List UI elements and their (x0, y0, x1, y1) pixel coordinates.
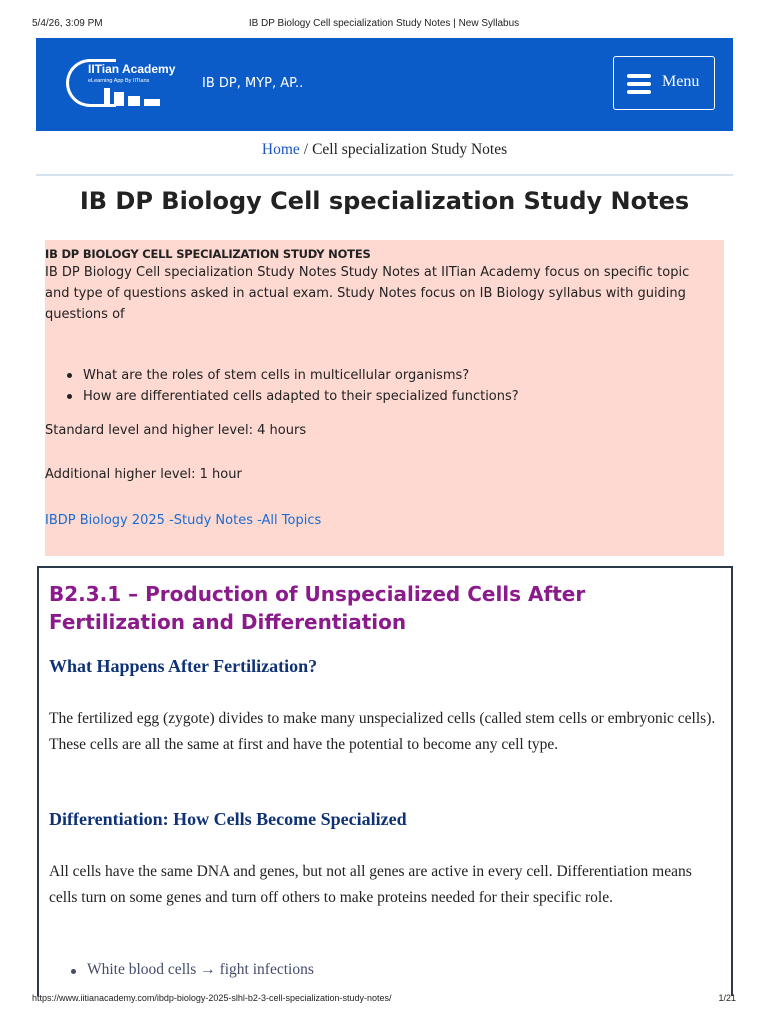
menu-label: Menu (662, 73, 700, 90)
site-tagline[interactable]: IB DP, MYP, AP.. (202, 76, 304, 91)
content-section (37, 566, 733, 996)
print-url: https://www.iitianacademy.com/ibdp-biology-2025-slhl-b2-3-cell-specialization-study-notes/ (32, 993, 392, 1003)
list-item: What are the roles of stem cells in multicellular organisms? (67, 365, 519, 386)
logo-bars-icon (104, 88, 184, 106)
guiding-questions-list (67, 365, 519, 407)
breadcrumb-home-link[interactable]: Home (261, 141, 300, 158)
menu-button[interactable] (613, 56, 715, 110)
section-title: B2.3.1 – Production of Unspecialized Cells After Fertilization and Differentiation (49, 582, 586, 634)
print-date: 5/4/26, 3:09 PM (32, 18, 103, 29)
list-item: White blood cells → fight infections (71, 961, 314, 979)
print-footer (32, 993, 736, 1007)
breadcrumb-current: Cell specialization Study Notes (312, 141, 508, 158)
site-navbar (36, 38, 733, 131)
paragraph-differentiation: All cells have the same DNA and genes, but not all genes are active in every cell. Differentiation means cells turn on some genes and turn off others to make proteins needed for their specific role. (49, 863, 692, 906)
hamburger-icon (627, 74, 651, 94)
breadcrumb-separator: / (303, 141, 309, 158)
print-page-number: 1/21 (718, 993, 736, 1003)
breadcrumb (36, 141, 733, 159)
paragraph-fertilization: The fertilized egg (zygote) divides to make many unspecialized cells (called stem cells or embryonic cells). These cells are all the same at first and have the potential to become any cell type. (49, 710, 716, 753)
logo-tagline: eLearning App By IITians (88, 78, 150, 84)
standard-level-text: Standard level and higher level: 4 hours (45, 423, 307, 438)
subheading-differentiation: Differentiation: How Cells Become Specialized (49, 809, 407, 829)
additional-level-text: Additional higher level: 1 hour (45, 467, 242, 482)
site-logo[interactable] (66, 56, 186, 112)
print-header (32, 18, 736, 32)
breadcrumb-divider (36, 174, 733, 176)
all-topics-link[interactable]: IBDP Biology 2025 -Study Notes -All Topics (45, 513, 322, 528)
subheading-fertilization: What Happens After Fertilization? (49, 656, 318, 676)
intro-heading: IB DP BIOLOGY CELL SPECIALIZATION STUDY NOTES (45, 247, 371, 261)
cell-examples-list (71, 961, 314, 979)
intro-lead: IB DP Biology Cell specialization Study Notes Study Notes at IITian Academy focus on specific topic and type of questions asked in actual exam. Study Notes focus on IB Biology syllabus with guiding questions of (45, 265, 690, 322)
print-page-title: IB DP Biology Cell specialization Study Notes | New Syllabus (248, 18, 520, 29)
logo-name: IITian Academy (88, 62, 176, 76)
page-title: IB DP Biology Cell specialization Study Notes (79, 187, 690, 215)
intro-box (45, 240, 724, 556)
list-item: How are differentiated cells adapted to their specialized functions? (67, 386, 519, 407)
